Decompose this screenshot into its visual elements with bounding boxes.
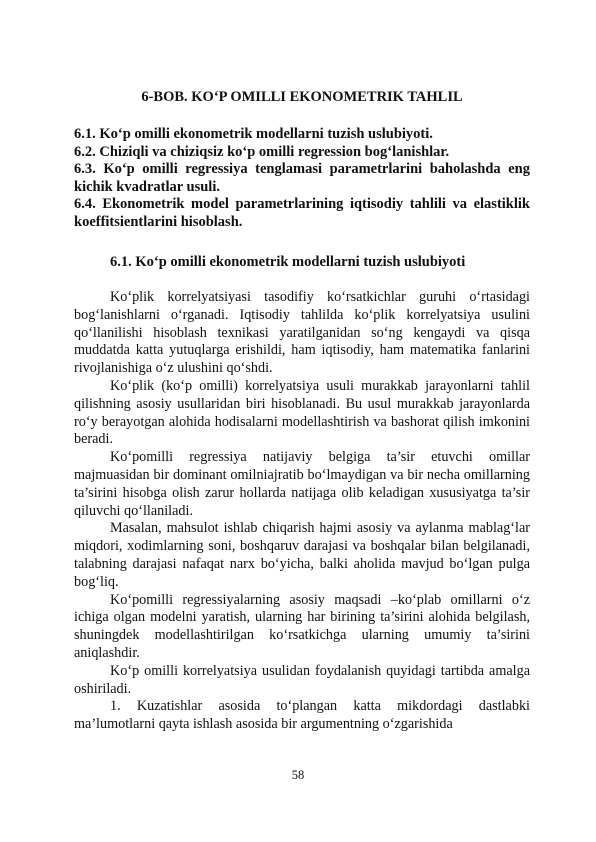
paragraph: Masalan, mahsulot ishlab chiqarish hajmi asosiy va aylanma mablag‘lar miqdori, xodimlarning soni, boshqaruv darajasi va boshqalar bilan belgilanadi, talabning darajasi nafaqat narx bo‘yicha, balki aholida mavjud bo‘lgan pulga bog‘liq.	[74, 520, 530, 590]
chapter-title: 6-BOB. KO‘P OMILLI EKONOMETRIK TAHLIL	[141, 89, 463, 105]
toc-item-6-3: 6.3. Ko‘p omilli regressiya tenglamasi parametrlarini baholashda eng kichik kvadratlar usuli.	[74, 161, 530, 195]
paragraph: Ko‘plik korrelyatsiyasi tasodifiy ko‘rsatkichlar guruhi o‘rtasidagi bog‘lanishlarni o‘rganadi. Iqtisodiy tahlilda ko‘plik korrelyatsiya usulini qo‘llanilishi hisoblash texnikasi yaratilganidan so‘ng kengaydi va qisqa muddatda katta yutuqlarga erishildi, ham iqtisodiy, ham matematika fanlarini rivojlanishiga o‘z ulushini qo‘shdi.	[74, 289, 530, 377]
paragraph: Ko‘pomilli regressiya natijaviy belgiga ta’sir etuvchi omillar majmuasidan bir dominant omilniajratib bo‘lmaydigan va bir necha omillarning ta’sirini hisobga olish zarur hollarda natijaga olib keladigan xususiyatga ta’sir qiluvchi qo‘llaniladi.	[74, 449, 530, 519]
document-page	[74, 88, 530, 734]
body-text	[74, 289, 530, 734]
toc-item-6-1: 6.1. Ko‘p omilli ekonometrik modellarni tuzish uslubiyoti.	[74, 126, 433, 142]
paragraph: Ko‘p omilli korrelyatsiya usulidan foydalanish quyidagi tartibda amalga oshiriladi.	[74, 662, 530, 697]
paragraph: 1. Kuzatishlar asosida to‘plangan katta mikdordagi dastlabki ma’lumotlarni qayta ishlash asosida bir argumentning o‘zgarishida	[74, 698, 530, 733]
page-number: 58	[291, 768, 305, 782]
paragraph: Ko‘plik (ko‘p omilli) korrelyatsiya usuli murakkab jarayonlarni tahlil qilishning asosiy usullaridan biri hisoblanadi. Bu usul murakkab jarayonlarda ro‘y berayotgan alohida hodisalarni modellashtirish va bashorat qilish imkonini beradi.	[74, 377, 530, 448]
toc-item-6-4: 6.4. Ekonometrik model parametrlarining iqtisodiy tahlili va elastiklik koeffitsientlarini hisoblash.	[74, 196, 530, 230]
toc-item-6-2: 6.2. Chiziqli va chiziqsiz ko‘p omilli regression bog‘lanishlar.	[74, 143, 450, 160]
table-of-contents	[74, 126, 530, 231]
paragraph: Ko‘pomilli regressiyalarning asosiy maqsadi –ko‘plab omillarni o‘z ichiga olgan modelni yaratish, ularning har birining ta’sirini alohida belgilash, shuningdek modellashtirilgan ko‘rsatkichga ularning umumiy ta’sirini aniqlashdir.	[74, 591, 530, 661]
section-heading: 6.1. Ko‘p omilli ekonometrik modellarni tuzish uslubiyoti	[110, 254, 466, 270]
